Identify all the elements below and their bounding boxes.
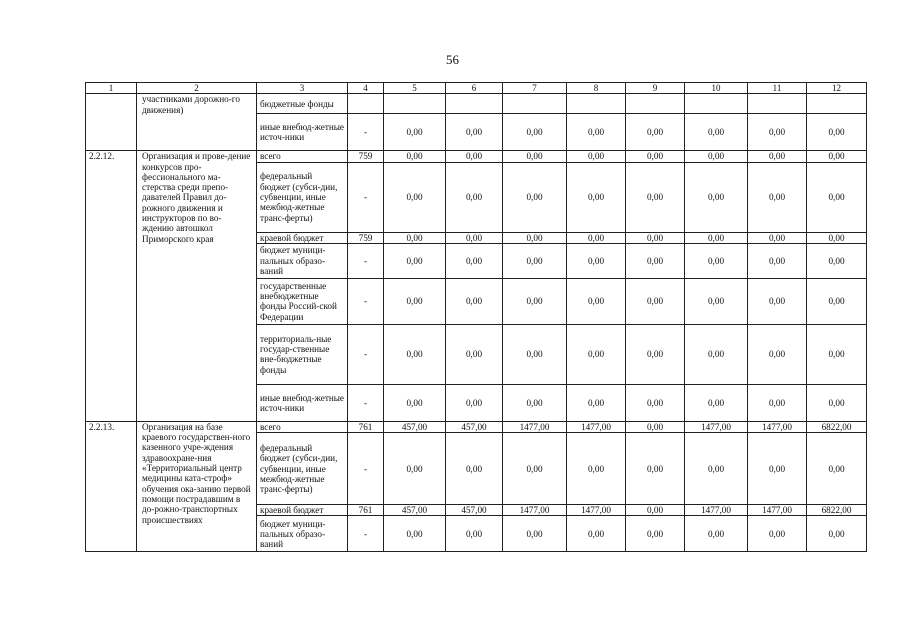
value-cell: 0,00 xyxy=(807,162,867,232)
value-cell: 1477,00 xyxy=(503,421,567,432)
header-cell: 11 xyxy=(748,83,807,94)
item-name: Организация на базе краевого государствен-ного казенного учре-ждения здравоохране-ния «Территориальный центр медицины ката-строф» обучения ока-занию первой помощи пострадавшим в до-рожно-транспортных происшествиях xyxy=(137,421,257,552)
value-cell: 457,00 xyxy=(384,505,446,516)
value-cell: 0,00 xyxy=(685,278,748,324)
value-cell: 0,00 xyxy=(384,232,446,243)
table-row xyxy=(86,151,867,162)
value-cell xyxy=(503,94,567,114)
funding-source: бюджет муници-пальных образо-ваний xyxy=(257,516,348,552)
value-cell: 0,00 xyxy=(503,384,567,421)
value-cell: 0,00 xyxy=(626,505,685,516)
value-cell: 457,00 xyxy=(384,421,446,432)
value-cell: 0,00 xyxy=(446,384,503,421)
admin-code: - xyxy=(348,433,384,505)
value-cell: 0,00 xyxy=(567,324,626,384)
value-cell: 0,00 xyxy=(446,151,503,162)
value-cell: 1477,00 xyxy=(503,505,567,516)
value-cell: 1477,00 xyxy=(685,505,748,516)
value-cell: 0,00 xyxy=(685,232,748,243)
value-cell: 0,00 xyxy=(446,243,503,278)
value-cell: 0,00 xyxy=(748,384,807,421)
value-cell: 0,00 xyxy=(567,278,626,324)
funding-source: краевой бюджет xyxy=(257,505,348,516)
item-name: участниками дорожно-го движения) xyxy=(137,94,257,151)
value-cell: 0,00 xyxy=(748,114,807,151)
value-cell: 0,00 xyxy=(626,162,685,232)
value-cell: 0,00 xyxy=(748,243,807,278)
header-cell: 2 xyxy=(137,83,257,94)
value-cell: 6822,00 xyxy=(807,421,867,432)
funding-source: иные внебюд-жетные источ-ники xyxy=(257,384,348,421)
funding-source: бюджетные фонды xyxy=(257,94,348,114)
value-cell: 0,00 xyxy=(446,516,503,552)
value-cell xyxy=(748,94,807,114)
funding-source: всего xyxy=(257,421,348,432)
value-cell: 0,00 xyxy=(748,278,807,324)
table-row xyxy=(86,94,867,114)
value-cell: 0,00 xyxy=(503,243,567,278)
item-code: 2.2.12. xyxy=(86,151,137,422)
value-cell: 0,00 xyxy=(626,114,685,151)
funding-source: федеральный бюджет (субси-дии, субвенции, иные межбюд-жетные транс-ферты) xyxy=(257,162,348,232)
value-cell: 0,00 xyxy=(685,384,748,421)
value-cell: 0,00 xyxy=(384,278,446,324)
value-cell: 0,00 xyxy=(626,232,685,243)
header-cell: 6 xyxy=(446,83,503,94)
value-cell xyxy=(626,94,685,114)
value-cell: 0,00 xyxy=(685,162,748,232)
value-cell: 0,00 xyxy=(626,278,685,324)
header-cell: 9 xyxy=(626,83,685,94)
funding-source: бюджет муници-пальных образо-ваний xyxy=(257,243,348,278)
admin-code: - xyxy=(348,516,384,552)
value-cell: 457,00 xyxy=(446,505,503,516)
value-cell: 0,00 xyxy=(748,324,807,384)
value-cell: 0,00 xyxy=(626,421,685,432)
value-cell: 0,00 xyxy=(503,151,567,162)
value-cell: 0,00 xyxy=(748,151,807,162)
admin-code: 761 xyxy=(348,505,384,516)
header-row xyxy=(86,83,867,94)
value-cell xyxy=(446,94,503,114)
value-cell: 0,00 xyxy=(503,516,567,552)
value-cell: 0,00 xyxy=(626,243,685,278)
value-cell: 0,00 xyxy=(384,151,446,162)
admin-code xyxy=(348,94,384,114)
value-cell: 0,00 xyxy=(567,516,626,552)
header-cell: 5 xyxy=(384,83,446,94)
value-cell: 0,00 xyxy=(567,151,626,162)
value-cell: 0,00 xyxy=(567,114,626,151)
value-cell: 0,00 xyxy=(807,433,867,505)
header-cell: 8 xyxy=(567,83,626,94)
funding-source: краевой бюджет xyxy=(257,232,348,243)
value-cell: 0,00 xyxy=(503,324,567,384)
value-cell xyxy=(567,94,626,114)
header-cell: 4 xyxy=(348,83,384,94)
value-cell: 0,00 xyxy=(807,114,867,151)
header-cell: 3 xyxy=(257,83,348,94)
value-cell: 0,00 xyxy=(685,243,748,278)
admin-code: 761 xyxy=(348,421,384,432)
value-cell: 0,00 xyxy=(567,384,626,421)
value-cell: 0,00 xyxy=(446,114,503,151)
funding-source: иные внебюд-жетные источ-ники xyxy=(257,114,348,151)
value-cell: 1477,00 xyxy=(748,505,807,516)
value-cell: 0,00 xyxy=(384,516,446,552)
value-cell xyxy=(685,94,748,114)
value-cell xyxy=(384,94,446,114)
header-cell: 1 xyxy=(86,83,137,94)
value-cell: 1477,00 xyxy=(567,505,626,516)
value-cell: 0,00 xyxy=(503,232,567,243)
value-cell: 0,00 xyxy=(807,232,867,243)
value-cell: 0,00 xyxy=(567,243,626,278)
value-cell xyxy=(807,94,867,114)
value-cell: 0,00 xyxy=(685,151,748,162)
value-cell: 0,00 xyxy=(748,516,807,552)
value-cell: 0,00 xyxy=(685,516,748,552)
value-cell: 6822,00 xyxy=(807,505,867,516)
budget-table xyxy=(85,82,867,552)
item-code xyxy=(86,94,137,151)
value-cell: 0,00 xyxy=(384,324,446,384)
header-cell: 12 xyxy=(807,83,867,94)
value-cell: 0,00 xyxy=(503,278,567,324)
value-cell: 0,00 xyxy=(748,162,807,232)
header-cell: 10 xyxy=(685,83,748,94)
funding-source: всего xyxy=(257,151,348,162)
value-cell: 0,00 xyxy=(626,433,685,505)
value-cell: 0,00 xyxy=(446,324,503,384)
value-cell: 0,00 xyxy=(626,384,685,421)
admin-code: 759 xyxy=(348,151,384,162)
value-cell: 0,00 xyxy=(685,324,748,384)
admin-code: - xyxy=(348,162,384,232)
value-cell: 0,00 xyxy=(384,433,446,505)
admin-code: - xyxy=(348,278,384,324)
value-cell: 0,00 xyxy=(503,114,567,151)
table-row xyxy=(86,421,867,432)
value-cell: 0,00 xyxy=(446,232,503,243)
admin-code: - xyxy=(348,324,384,384)
value-cell: 0,00 xyxy=(503,162,567,232)
item-name: Организация и прове-дение конкурсов про-фессионального ма-стерства среди препо-давателей Правил до-рожного движения и инструкторов по во-ждению автошкол Приморского края xyxy=(137,151,257,422)
page-number: 56 xyxy=(446,52,459,67)
value-cell: 0,00 xyxy=(685,433,748,505)
value-cell: 0,00 xyxy=(384,384,446,421)
value-cell: 457,00 xyxy=(446,421,503,432)
value-cell: 0,00 xyxy=(748,232,807,243)
value-cell: 0,00 xyxy=(384,243,446,278)
admin-code: - xyxy=(348,384,384,421)
admin-code: - xyxy=(348,114,384,151)
value-cell: 1477,00 xyxy=(748,421,807,432)
value-cell: 0,00 xyxy=(685,114,748,151)
item-code: 2.2.13. xyxy=(86,421,137,552)
value-cell: 0,00 xyxy=(446,162,503,232)
admin-code: - xyxy=(348,243,384,278)
value-cell: 0,00 xyxy=(446,278,503,324)
value-cell: 0,00 xyxy=(807,151,867,162)
value-cell: 0,00 xyxy=(567,232,626,243)
value-cell: 0,00 xyxy=(807,516,867,552)
funding-source: территориаль-ные государ-ственные вне-бюджетные фонды xyxy=(257,324,348,384)
value-cell: 0,00 xyxy=(626,516,685,552)
value-cell: 1477,00 xyxy=(567,421,626,432)
value-cell: 0,00 xyxy=(567,433,626,505)
value-cell: 0,00 xyxy=(626,324,685,384)
value-cell: 0,00 xyxy=(748,433,807,505)
value-cell: 0,00 xyxy=(503,433,567,505)
value-cell: 0,00 xyxy=(384,162,446,232)
value-cell: 0,00 xyxy=(807,278,867,324)
value-cell: 0,00 xyxy=(567,162,626,232)
funding-source: федеральный бюджет (субси-дии, субвенции, иные межбюд-жетные транс-ферты) xyxy=(257,433,348,505)
value-cell: 0,00 xyxy=(626,151,685,162)
value-cell: 0,00 xyxy=(807,384,867,421)
value-cell: 1477,00 xyxy=(685,421,748,432)
table-body xyxy=(86,83,867,552)
funding-source: государственные внебюджетные фонды Россий-ской Федерации xyxy=(257,278,348,324)
value-cell: 0,00 xyxy=(446,433,503,505)
value-cell: 0,00 xyxy=(807,243,867,278)
header-cell: 7 xyxy=(503,83,567,94)
admin-code: 759 xyxy=(348,232,384,243)
value-cell: 0,00 xyxy=(807,324,867,384)
value-cell: 0,00 xyxy=(384,114,446,151)
